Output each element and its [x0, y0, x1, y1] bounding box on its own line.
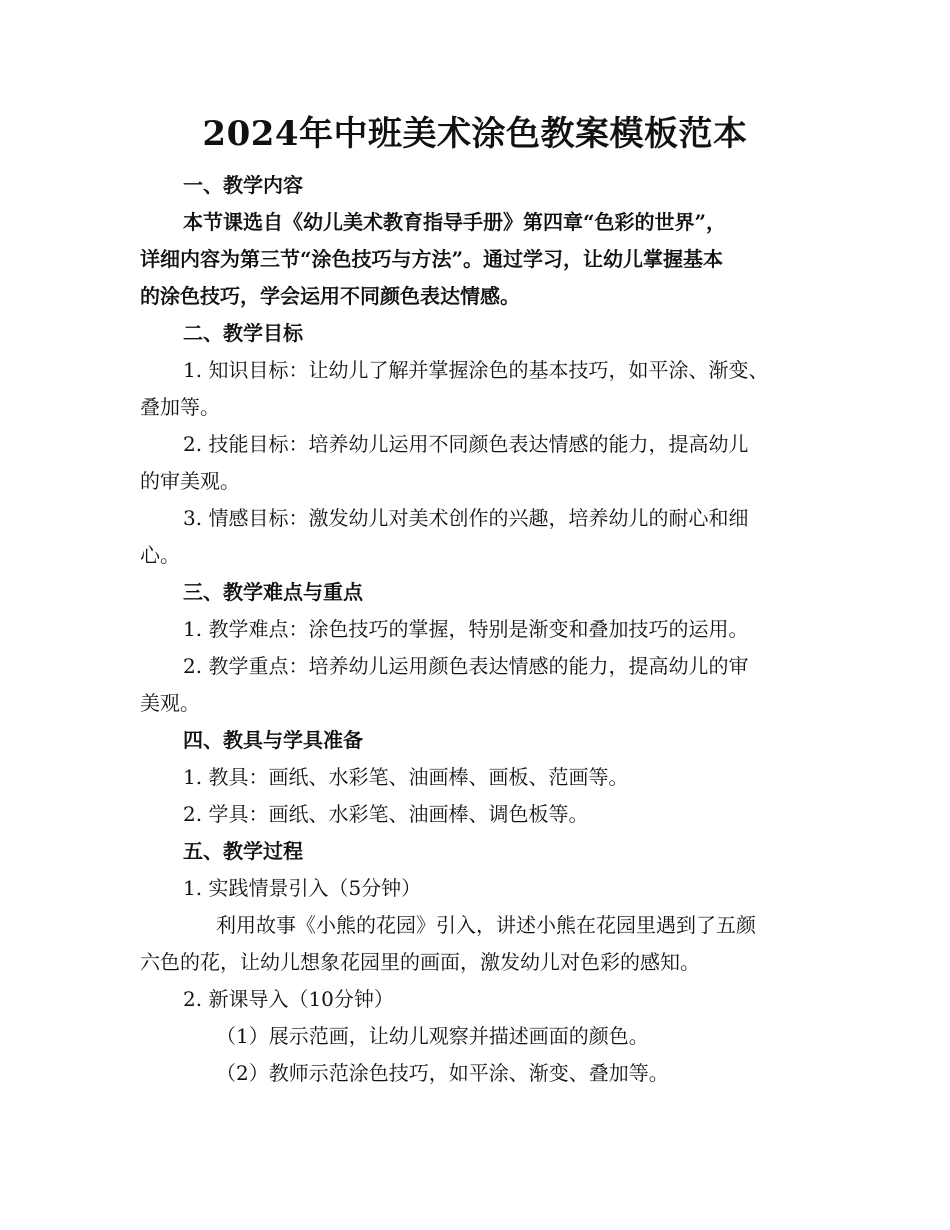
paragraph-line: 叠加等。 — [140, 395, 220, 419]
paragraph-line: 心。 — [140, 543, 180, 567]
paragraph-line: 的涂色技巧，学会运用不同颜色表达情感。 — [140, 284, 520, 308]
section-heading-content: 一、教学内容 — [183, 173, 303, 197]
paragraph-line: 的审美观。 — [140, 469, 240, 493]
paragraph-line: 2. 教学重点：培养幼儿运用颜色表达情感的能力，提高幼儿的审 — [183, 654, 749, 678]
paragraph-line: 1. 教具：画纸、水彩笔、油画棒、画板、范画等。 — [183, 765, 629, 789]
paragraph-line: 美观。 — [140, 691, 200, 715]
paragraph-line: 六色的花，让幼儿想象花园里的画面，激发幼儿对色彩的感知。 — [140, 950, 700, 974]
paragraph-line: 1. 知识目标：让幼儿了解并掌握涂色的基本技巧，如平涂、渐变、 — [183, 358, 769, 382]
paragraph-line: （2）教师示范涂色技巧，如平涂、渐变、叠加等。 — [216, 1061, 669, 1085]
paragraph-line: 2. 新课导入（10分钟） — [183, 987, 394, 1011]
paragraph-line: 1. 实践情景引入（5分钟） — [183, 876, 422, 900]
paragraph-line: （1）展示范画，让幼儿观察并描述画面的颜色。 — [216, 1024, 649, 1048]
paragraph-line: 本节课选自《幼儿美术教育指导手册》第四章“色彩的世界”， — [183, 210, 727, 234]
paragraph-line: 3. 情感目标：激发幼儿对美术创作的兴趣，培养幼儿的耐心和细 — [183, 506, 749, 530]
section-heading-goals: 二、教学目标 — [183, 321, 303, 345]
paragraph-line: 1. 教学难点：涂色技巧的掌握，特别是渐变和叠加技巧的运用。 — [183, 617, 749, 641]
document-title: 2024年中班美术涂色教案模板范本 — [202, 114, 748, 154]
paragraph-line: 利用故事《小熊的花园》引入，讲述小熊在花园里遇到了五颜 — [216, 913, 756, 937]
section-heading-difficulties: 三、教学难点与重点 — [183, 580, 363, 604]
paragraph-line: 详细内容为第三节“涂色技巧与方法”。通过学习，让幼儿掌握基本 — [140, 247, 724, 271]
paragraph-line: 2. 学具：画纸、水彩笔、油画棒、调色板等。 — [183, 802, 589, 826]
paragraph-line: 2. 技能目标：培养幼儿运用不同颜色表达情感的能力，提高幼儿 — [183, 432, 749, 456]
section-heading-materials: 四、教具与学具准备 — [183, 728, 363, 752]
section-heading-process: 五、教学过程 — [183, 839, 303, 863]
